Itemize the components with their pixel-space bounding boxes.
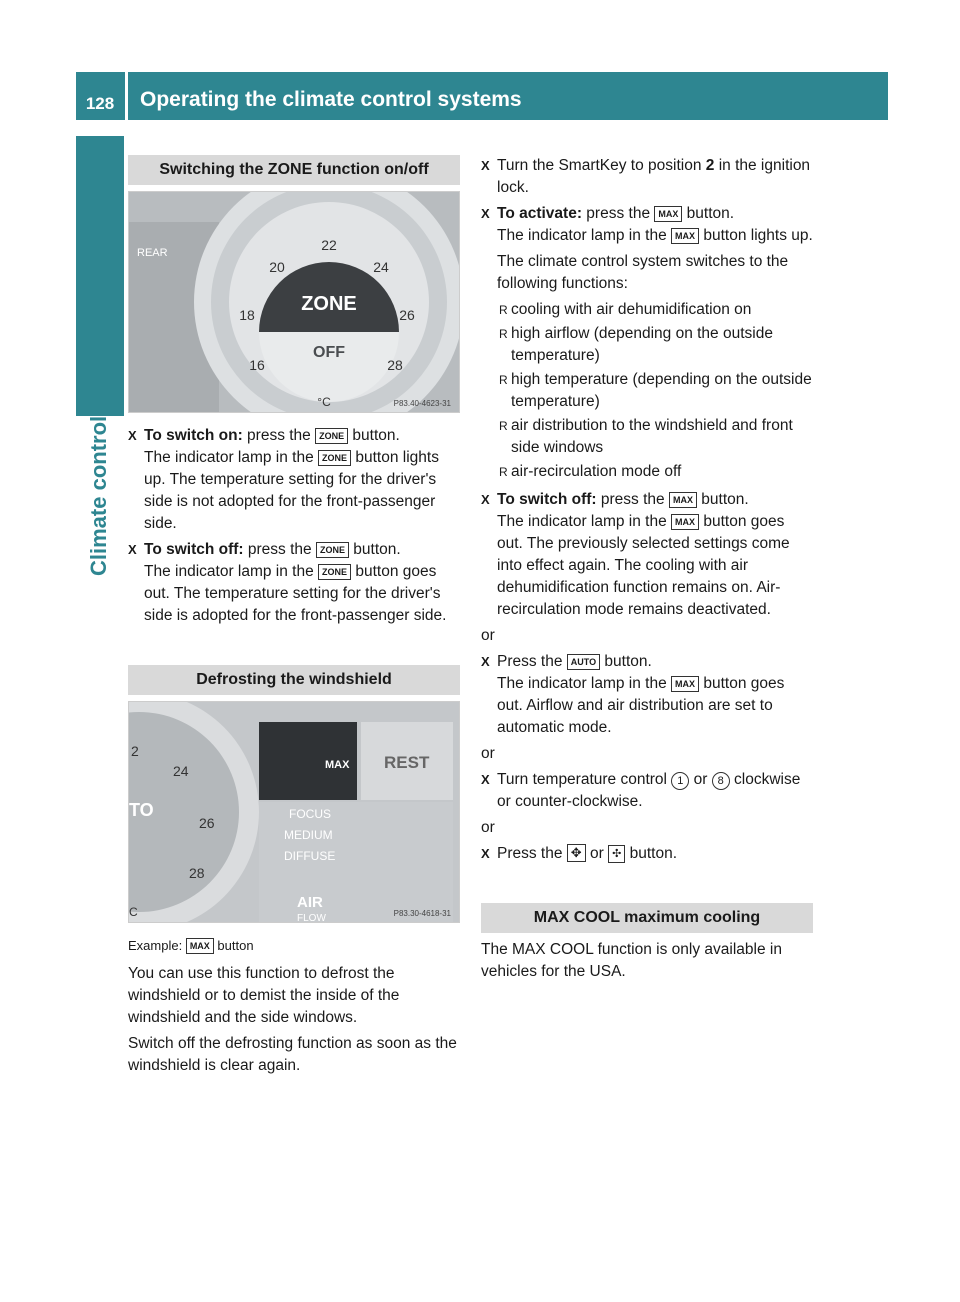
list-item: R cooling with air dehumidification on (499, 301, 752, 318)
step-activate: X To activate: press the MAX button. The indicator lamp in the MAX button lights up. The climate control system switches to the following functions: (481, 205, 813, 292)
temp-28-defrost: 28 (189, 865, 205, 881)
unit-label: °C (317, 395, 331, 409)
rest-label: REST (384, 753, 430, 772)
page-title: Operating the climate control systems (140, 88, 522, 111)
temp-18: 18 (239, 307, 255, 323)
header-divider (125, 72, 128, 120)
paragraph: The MAX COOL function is only available in vehicles for the USA. (481, 941, 782, 980)
section-heading-zone: Switching the ZONE function on/off (128, 155, 460, 185)
max-defrost-icon: MAX (671, 514, 699, 530)
or-separator: or (481, 819, 495, 836)
section-heading-defrost: Defrosting the windshield (128, 665, 460, 695)
max-label: MAX (325, 759, 350, 771)
step-fan: X Press the ✥ or ✣ button. (481, 845, 678, 862)
figure-ref-2: P83.30-4618-31 (393, 909, 451, 918)
temp-28: 28 (387, 357, 403, 373)
list-item: R air distribution to the windshield and front side windows (499, 417, 793, 456)
callout-8: 8 (712, 772, 730, 790)
step-smartkey: X Turn the SmartKey to position 2 in the ignition lock. (481, 157, 811, 196)
temp-20: 20 (269, 259, 285, 275)
zone-icon: ZONE (318, 564, 351, 580)
or-separator: or (481, 627, 495, 644)
or-separator: or (481, 745, 495, 762)
step-switch-off: X To switch off: press the ZONE button. The indicator lamp in the ZONE button goes out. The temperature setting for the driver's side is adopted for the front-passenger side. (128, 541, 447, 624)
figure-caption: Example: MAX button (128, 938, 254, 953)
left-column (128, 155, 460, 1081)
temp-2: 2 (131, 743, 139, 759)
temp-22: 22 (321, 237, 337, 253)
zone-icon: ZONE (316, 542, 349, 558)
zone-dial-figure (128, 191, 460, 413)
zone-icon: ZONE (318, 450, 351, 466)
unit-partial-label: C (129, 905, 138, 919)
side-tab (76, 276, 124, 656)
list-item: R air-recirculation mode off (499, 463, 682, 480)
side-tab-label: Climate control (86, 415, 111, 576)
temp-16: 16 (249, 357, 265, 373)
step-switch-on: X To switch on: press the ZONE button. The indicator lamp in the ZONE button lights up. The temperature setting for the driver's side is not adopted for the front-passenger side. (128, 427, 439, 532)
flow-label: FLOW (297, 913, 326, 922)
zone-label: ZONE (301, 293, 357, 315)
off-label: OFF (313, 344, 345, 361)
medium-label: MEDIUM (284, 828, 333, 842)
step-press-auto: X Press the AUTO button. The indicator lamp in the MAX button goes out. Airflow and air distribution are set to automatic mode. (481, 653, 785, 736)
temp-24: 24 (373, 259, 389, 275)
temp-24-defrost: 24 (173, 763, 189, 779)
section-heading-max-cool: MAX COOL maximum cooling (481, 903, 813, 933)
max-defrost-icon: MAX (654, 206, 682, 222)
side-tab-spacer (76, 120, 124, 136)
max-defrost-icon: MAX (669, 492, 697, 508)
auto-icon: AUTO (567, 654, 600, 670)
air-label: AIR (297, 894, 323, 911)
fan-up-icon: ✥ (567, 844, 586, 862)
list-item: R high temperature (depending on the outside temperature) (499, 371, 812, 410)
page-number: 128 (85, 94, 115, 113)
focus-label: FOCUS (289, 807, 331, 821)
diffuse-label: DIFFUSE (284, 849, 336, 863)
figure-ref: P83.40-4623-31 (393, 399, 451, 408)
paragraph: You can use this function to defrost the windshield or to demist the inside of the windshield and the side windows. (128, 965, 400, 1026)
max-defrost-icon: MAX (671, 676, 699, 692)
right-column (481, 155, 813, 987)
max-defrost-icon: MAX (186, 938, 214, 954)
auto-partial-label: TO (129, 800, 154, 820)
paragraph: Switch off the defrosting function as soon as the windshield is clear again. (128, 1035, 457, 1074)
step-switch-off-max: X To switch off: press the MAX button. The indicator lamp in the MAX button goes out. The previously selected settings come into effect again. The cooling with air dehumidification function remains on. Air-recirculation mode remains deactivated. (481, 491, 790, 618)
fan-down-icon: ✣ (608, 845, 625, 863)
rear-label: REAR (137, 247, 168, 259)
temp-26-defrost: 26 (199, 815, 215, 831)
max-defrost-icon: MAX (671, 228, 699, 244)
step-temperature: X Turn temperature control 1 or 8 clockwise or counter-clockwise. (481, 771, 801, 810)
list-item: R high airflow (depending on the outside temperature) (499, 325, 773, 364)
callout-1: 1 (671, 772, 689, 790)
temp-26: 26 (399, 307, 415, 323)
zone-icon: ZONE (315, 428, 348, 444)
defrost-figure (128, 701, 460, 923)
